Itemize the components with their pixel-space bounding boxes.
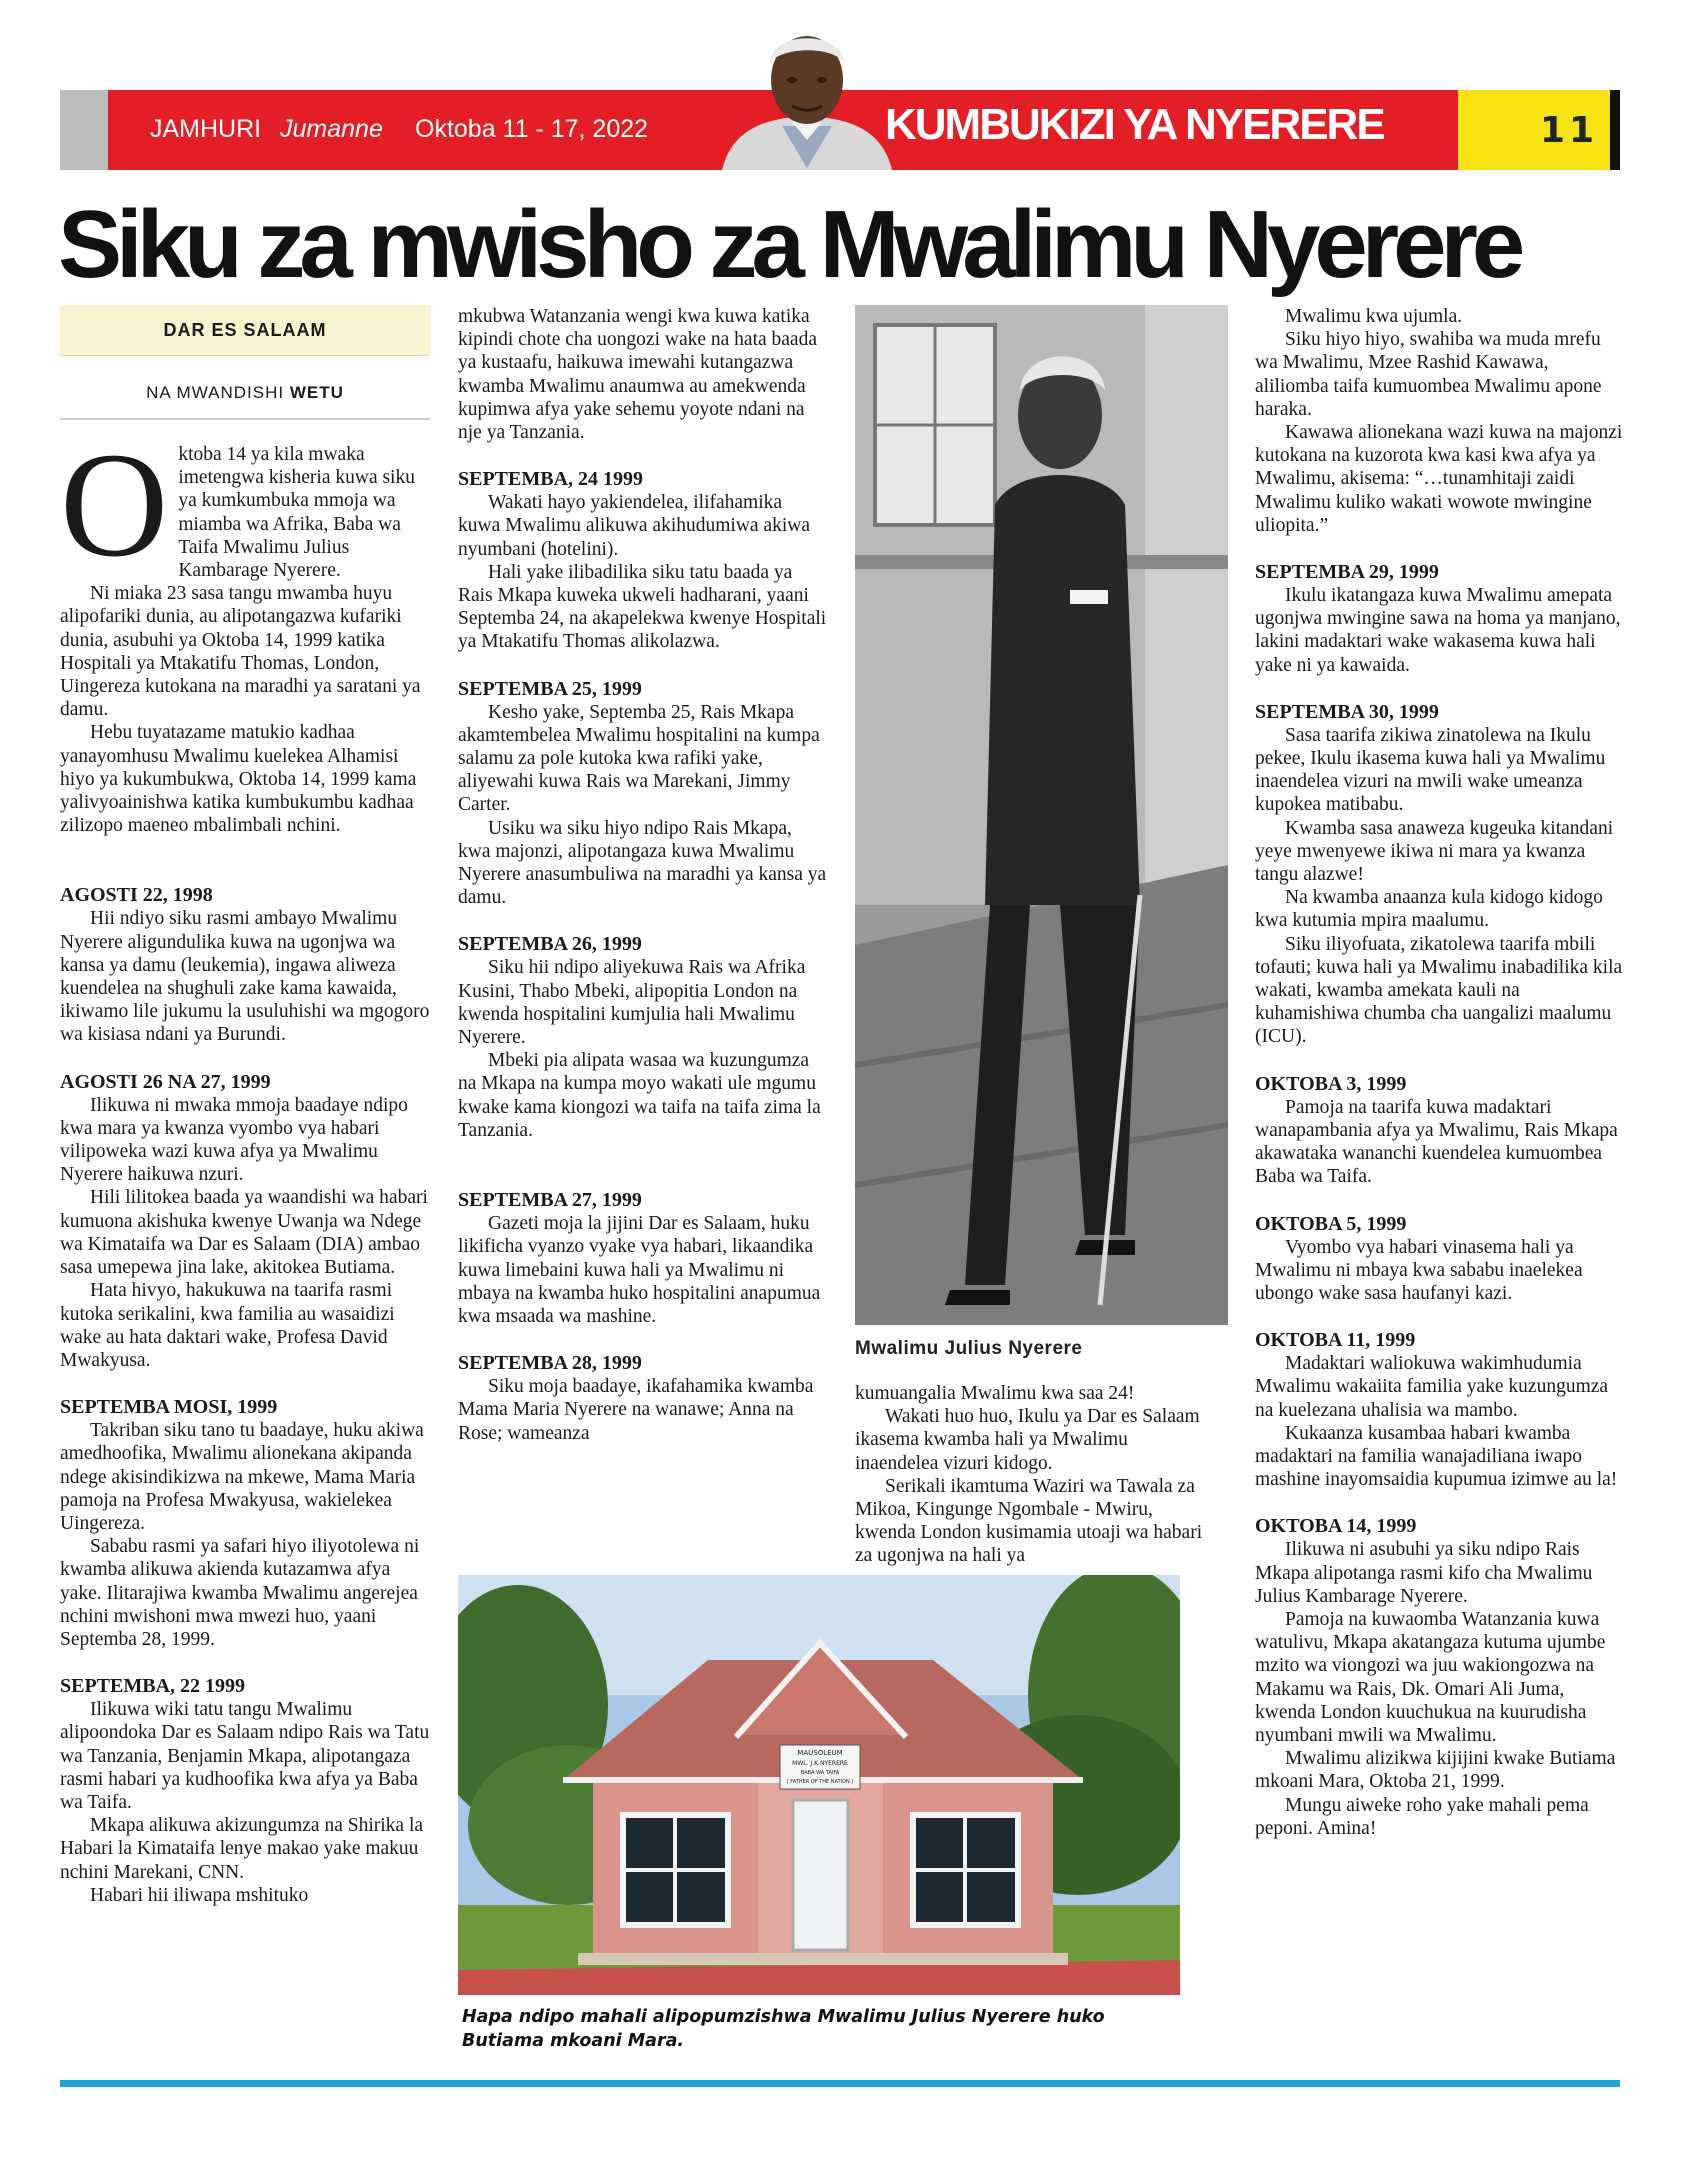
- paragraph: Sasa taarifa zikiwa zinatolewa na Ikulu pekee, Ikulu ikasema kuwa hali ya Mwalimu inaendelea vizuri na mwili wake umeanza kupokea matibabu.: [1255, 724, 1606, 816]
- section-heading: SEPTEMBA 25, 1999: [458, 677, 642, 700]
- header-gray-tab: [60, 90, 108, 170]
- paragraph: Mungu aiweke roho yake mahali pema peponi. Amina!: [1255, 1794, 1589, 1839]
- sign-line: MWL. J.K NYERERE: [792, 1760, 848, 1767]
- section-heading: SEPTEMBA, 24 1999: [458, 468, 644, 491]
- paragraph: Ni miaka 23 sasa tangu mwamba huyu alipofariki dunia, au alipotangazwa kufariki dunia, asubuhi ya Oktoba 14, 1999 katika Hospitali ya Mtakatifu Thomas, London, Uingereza kutokana na maradhi ya saratani ya damu.: [60, 583, 421, 721]
- section-title: KUMBUKIZI YA NYERERE: [885, 100, 1384, 149]
- article-column-1: [60, 422, 432, 1907]
- issue-date: Oktoba 11 - 17, 2022: [415, 115, 649, 143]
- header-wedge: [1390, 90, 1458, 170]
- section-heading: AGOSTI 26 NA 27, 1999: [60, 1070, 271, 1093]
- byline: [60, 383, 430, 403]
- paragraph: Wakati hayo yakiendelea, ilifahamika kuwa Mwalimu alikuwa akihudumiwa akiwa nyumbani (hotelini).: [458, 492, 810, 560]
- section-heading: SEPTEMBA, 22 1999: [60, 1675, 246, 1698]
- paragraph: Hebu tuyatazame matukio kadhaa yanayomhusu Mwalimu kuelekea Alhamisi hiyo ya kukumbukwa, Oktoba 14, 1999 kama yalivyoainishwa katika kumbukumbu kadhaa zilizopo maeneo mbalimbali nchini.: [60, 722, 417, 837]
- paragraph: Kwamba sasa anaweza kugeuka kitandani yeye mwenyewe ikiwa ni mara ya kwanza tangu alazwe!: [1255, 817, 1614, 886]
- sign-line: ( FATHER OF THE NATION ): [786, 1779, 854, 1785]
- paragraph: Habari hii iliwapa mshituko: [90, 1884, 309, 1906]
- header-edge-bar: [1610, 90, 1620, 170]
- section-heading: AGOSTI 22, 1998: [60, 884, 213, 907]
- sign-line: MAUSOLEUM: [797, 1749, 843, 1757]
- paragraph: Vyombo vya habari vinasema hali ya Mwalimu ni mbaya kwa sababu inaelekea ubongo wake sasa haufanyi kazi.: [1255, 1236, 1583, 1304]
- paragraph: Siku hii ndipo aliyekuwa Rais wa Afrika Kusini, Thabo Mbeki, alipopitia London na kwenda hospitalini kumjulia hali Mwalimu Nyerere.: [458, 957, 806, 1049]
- section-heading: SEPTEMBA 26, 1999: [458, 933, 642, 956]
- dateline: DAR ES SALAAM: [60, 305, 430, 356]
- paragraph: Kesho yake, Septemba 25, Rais Mkapa akamtembelea Mwalimu hospitalini na kumpa salamu za pole kutoka kwa rafiki yake, aliyewahi kuwa Rais wa Marekani, Jimmy Carter.: [458, 701, 820, 816]
- paragraph: Mbeki pia alipata wasaa wa kuzungumza na Mkapa na kumpa moyo wakati ule mgumu kwake kama kiongozi wa taifa na taifa zima la Tanzania.: [458, 1050, 821, 1141]
- paragraph: Pamoja na kuwaomba Watanzania kuwa watulivu, Mkapa akatangaza kutuma ujumbe mzito wa viongozi wa juu wakiongozwa na Makamu wa Rais, Dk. Omari Ali Juma, kwenda London kuuchukua na kuurudisha nyumbani mwili wa Mwalimu.: [1255, 1608, 1606, 1746]
- nyerere-portrait: [712, 18, 902, 170]
- sign-line: BABA WA TAIFA: [800, 1770, 840, 1776]
- paragraph: Takriban siku tano tu baadaye, huku akiwa amedhoofika, Mwalimu alionekana akipanda ndege akisindikizwa na mkewe, Mama Maria pamoja na Profesa Mwakyusa, wakielekea Uingereza.: [60, 1420, 424, 1534]
- byline-divider: [60, 418, 430, 420]
- paragraph: Ilikuwa ni asubuhi ya siku ndipo Rais Mkapa alipotanga rasmi kifo cha Mwalimu Julius Kambarage Nyerere.: [1255, 1539, 1593, 1607]
- page-number: 11: [1540, 110, 1599, 151]
- intro-paragraph: Oktoba 14 ya kila mwaka imetengwa kisheria kuwa siku ya kumkumbuka mmoja wa miamba wa Afrika, Baba wa Taifa Mwalimu Julius Kambarage Nyerere.: [60, 422, 415, 588]
- paragraph: kumuangalia Mwalimu kwa saa 24!: [855, 1383, 1135, 1404]
- section-heading: OKTOBA 14, 1999: [1255, 1515, 1417, 1538]
- section-heading: OKTOBA 3, 1999: [1255, 1072, 1407, 1095]
- byline-prefix: NA MWANDISHI: [146, 383, 285, 402]
- paragraph: Hali yake ilibadilika siku tatu baada ya Rais Mkapa kuweka ukweli hadharani, yaani Septemba 24, na akapelekwa kwenye Hospitali ya Mtakatifu Thomas alikolazwa.: [458, 561, 827, 653]
- paragraph: Madaktari waliokuwa wakimhudumia Mwalimu wakaiita familia yake kuzungumza na kuelezana uhalisia wa mambo.: [1255, 1353, 1609, 1421]
- section-heading: SEPTEMBA 30, 1999: [1255, 700, 1439, 723]
- paragraph: Mwalimu alizikwa kijijini kwake Butiama mkoani Mara, Oktoba 21, 1999.: [1255, 1748, 1616, 1793]
- paragraph: Na kwamba anaanza kula kidogo kidogo kwa kutumia mpira maalumu.: [1255, 887, 1603, 932]
- drop-cap: O: [60, 422, 169, 588]
- paragraph: mkubwa Watanzania wengi kwa kuwa katika kipindi chote cha uongozi wake na hata baada ya kustaafu, haikuwa imewahi kutangazwa kwamba Mwalimu anaumwa au amekwenda kupimwa afya yake sehemu yoyote ndani na nje ya Tanzania.: [458, 306, 817, 444]
- paragraph: Hili lilitokea baada ya waandishi wa habari kumuona akishuka kwenye Uwanja wa Ndege wa Kimataifa wa Dar es Salaam (DIA) ambao sasa umepewa jina lake, akitokea Butiama.: [60, 1187, 428, 1279]
- paragraph: Siku iliyofuata, zikatolewa taarifa mbili tofauti; kuwa hali ya Mwalimu inabadilika kila wakati, kwamba amekata kauli na kuhamishiwa chumba cha uangalizi maalumu (ICU).: [1255, 933, 1623, 1048]
- article-column-2: [458, 305, 828, 1445]
- paragraph: Siku hiyo hiyo, swahiba wa muda mrefu wa Mwalimu, Mzee Rashid Kawawa, aliliomba taifa kumuombea Mwalimu apone haraka.: [1255, 329, 1602, 420]
- article-column-3: [855, 1382, 1215, 1568]
- section-heading: SEPTEMBA 27, 1999: [458, 1189, 642, 1212]
- paragraph: Wakati huo huo, Ikulu ya Dar es Salaam ikasema kwamba hali ya Mwalimu inaendelea vizuri kidogo.: [855, 1406, 1200, 1474]
- paragraph: Siku moja baadaye, ikafahamika kwamba Mama Maria Nyerere na wanawe; Anna na Rose; wameanza: [458, 1376, 814, 1444]
- paragraph: Mwalimu kwa ujumla.: [1285, 306, 1463, 327]
- byline-name: WETU: [289, 383, 344, 402]
- paragraph: Kukaanza kusambaa habari kwamba madaktari na familia wanajadiliana iwapo mashine inayomsaidia kupumua izimwe au la!: [1255, 1422, 1618, 1491]
- photo-caption: Mwalimu Julius Nyerere: [855, 1338, 1083, 1359]
- paragraph: Sababu rasmi ya safari hiyo iliyotolewa ni kwamba alikuwa akienda kutazamwa afya yake. Ilitarajiwa kwamba Mwalimu angerejea nchini mwishoni mwa mwezi huo, yaani Septemba 28, 1999.: [60, 1536, 420, 1650]
- paragraph: Hii ndiyo siku rasmi ambayo Mwalimu Nyerere aligundulika kuwa na ugonjwa wa kansa ya damu (leukemia), ingawa aliweza kuendelea na shughuli zake kama kawaida, ikiwamo lile jukumu la usuluhishi wa mgogoro wa kisiasa ndani ya Burundi.: [60, 908, 430, 1046]
- section-heading: OKTOBA 5, 1999: [1255, 1212, 1407, 1235]
- paragraph: Kawawa alionekana wazi kuwa na majonzi kutokana na kuzorota kwa kasi kwa afya ya Mwalimu, akisema: “…tunamhitaji zaidi Mwalimu kuliko wakati wowote mwingine uliopita.”: [1255, 422, 1623, 536]
- mausoleum-caption: Hapa ndipo mahali alipopumzishwa Mwalimu Julius Nyerere huko Butiama mkoani Mara.: [462, 2007, 1105, 2051]
- section-heading: SEPTEMBA 28, 1999: [458, 1352, 642, 1375]
- section-heading: SEPTEMBA MOSI, 1999: [60, 1396, 278, 1419]
- paragraph: Pamoja na taarifa kuwa madaktari wanapambania afya ya Mwalimu, Rais Mkapa akawataka wananchi kuendelea kumuombea Baba wa Taifa.: [1255, 1096, 1618, 1188]
- paragraph: Usiku wa siku hiyo ndipo Rais Mkapa, kwa majonzi, alipotangaza kuwa Mwalimu Nyerere anasumbuliwa na maradhi ya kansa ya damu.: [458, 817, 827, 909]
- day-label: Jumanne: [280, 115, 383, 143]
- article-column-4: [1255, 305, 1623, 1840]
- paragraph: Serikali ikamtuma Waziri wa Tawala za Mikoa, Kingunge Ngombale - Mwiru, kwenda London kusimamia utoaji wa habari za ugonjwa na hali ya: [855, 1475, 1203, 1567]
- nyerere-walking-photo: [855, 305, 1228, 1325]
- paragraph: Ikulu ikatangaza kuwa Mwalimu amepata ugonjwa mwingine sawa na homa ya manjano, lakini madaktari wake wakasema kuwa hali yake ni ya kawaida.: [1255, 585, 1621, 676]
- paragraph: Gazeti moja la jijini Dar es Salaam, huku likificha vyanzo vyake vya habari, likaandika kuwa limebaini kuwa hali ya Mwalimu ni mbaya na kwamba huko hospitalini anapumua kwa msaada wa mashine.: [458, 1213, 821, 1327]
- paragraph: Ilikuwa wiki tatu tangu Mwalimu alipoondoka Dar es Salaam ndipo Rais wa Tatu wa Tanzania, Benjamin Mkapa, alipotangaza rasmi habari ya kudhoofika kwa afya ya Baba wa Taifa.: [60, 1699, 430, 1813]
- section-heading: OKTOBA 11, 1999: [1255, 1329, 1416, 1352]
- paper-name: JAMHURI: [150, 115, 262, 143]
- section-heading: SEPTEMBA 29, 1999: [1255, 561, 1439, 584]
- paragraph: Hata hivyo, hakukuwa na taarifa rasmi kutoka serikalini, kwa familia au wasaidizi wake au hata daktari wake, Profesa David Mwakyusa.: [60, 1280, 395, 1371]
- mausoleum-photo: [458, 1575, 1180, 1995]
- paragraph: Ilikuwa ni mwaka mmoja baadaye ndipo kwa mara ya kwanza vyombo vya habari vilipoweka wazi kuwa afya ya Mwalimu Nyerere haikuwa nzuri.: [60, 1094, 408, 1186]
- paragraph: Mkapa alikuwa akizungumza na Shirika la Habari la Kimataifa lenye makao yake makuu nchini Marekani, CNN.: [60, 1815, 424, 1883]
- bottom-rule: [60, 2080, 1620, 2087]
- headline: Siku za mwisho za Mwalimu Nyerere: [58, 191, 1520, 298]
